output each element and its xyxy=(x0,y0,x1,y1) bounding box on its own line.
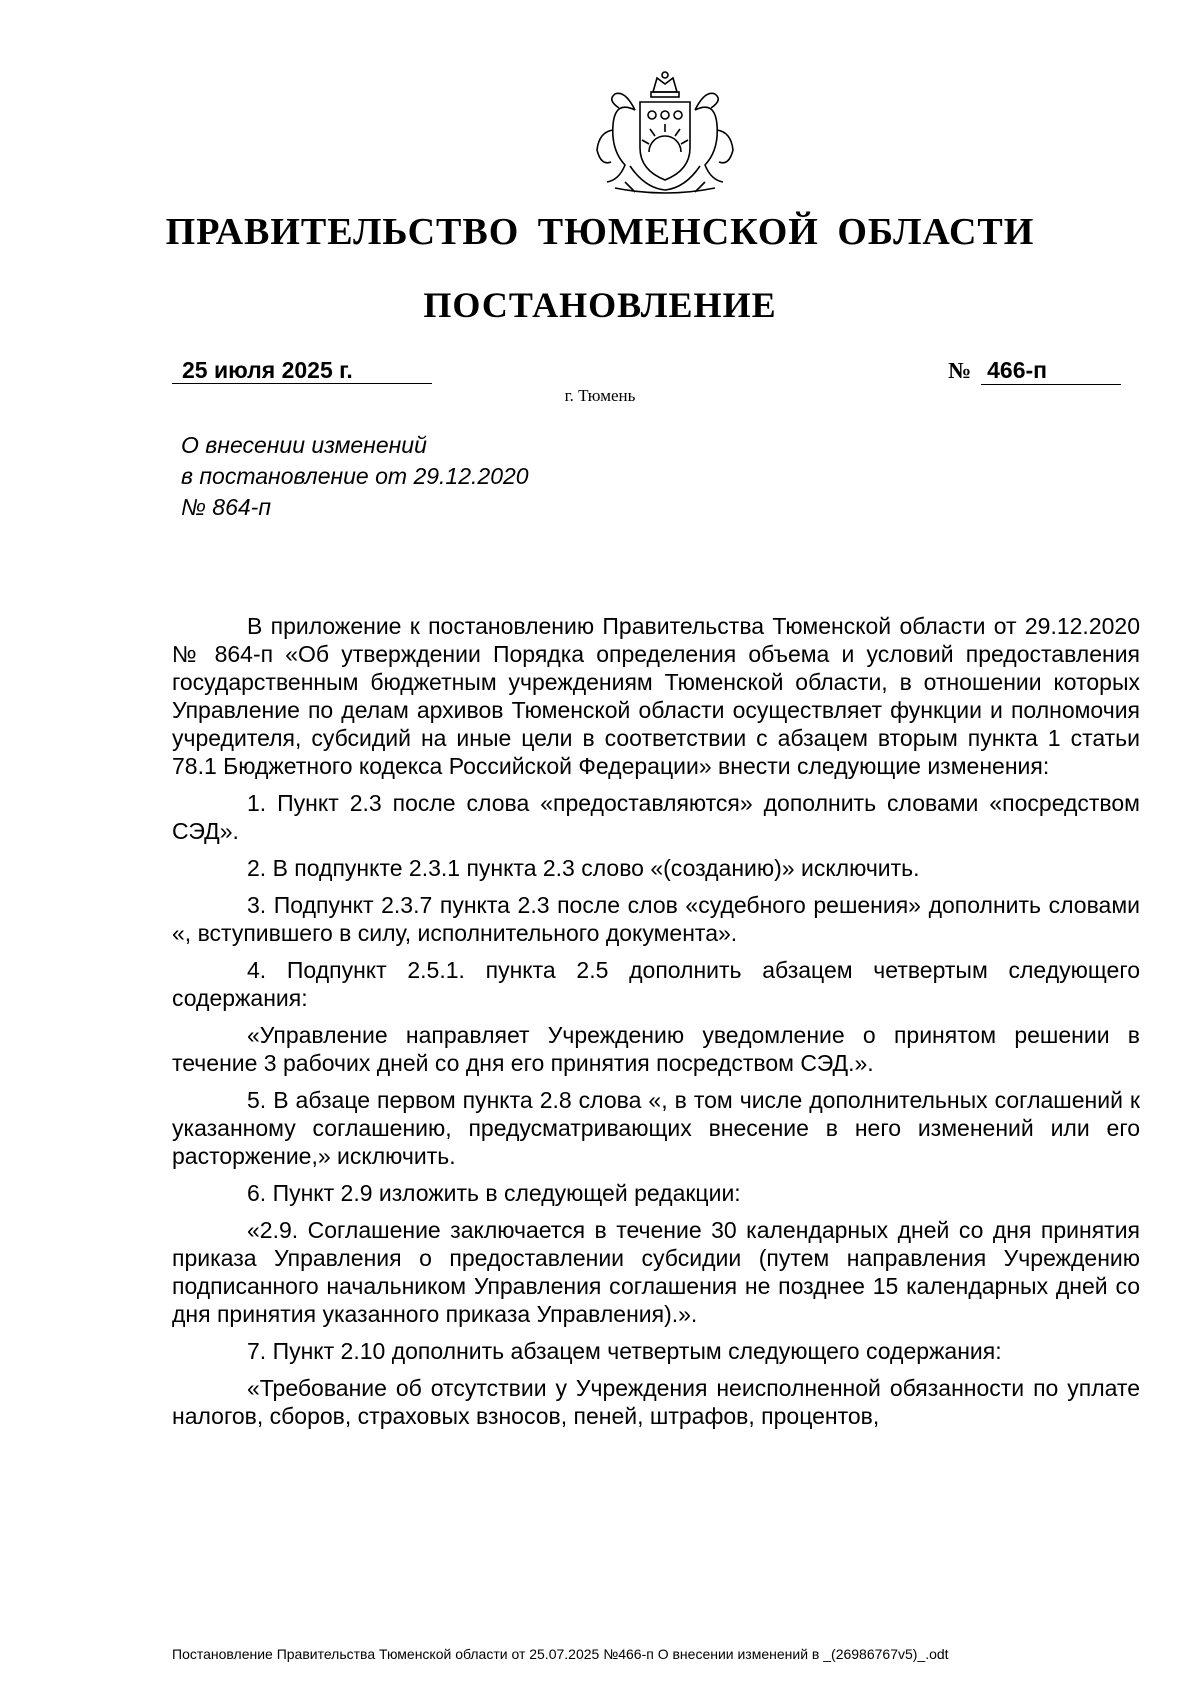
body-paragraph: В приложение к постановлению Правительства Тюменской области от 29.12.2020 № 864-п «Об утверждении Порядка определения объема и условий предоставления государственным бюджетным учреждениям Тюменской области, в отношении которых Управление по делам архивов Тюменской области осуществляет функции и полномочия учредителя, субсидий на иные цели в соответствии с абзацем вторым пункта 1 статьи 78.1 Бюджетного кодекса Российской Федерации» внести следующие изменения: xyxy=(172,613,1140,779)
body-paragraph: «2.9. Соглашение заключается в течение 30 календарных дней со дня принятия приказа Управления о предоставлении субсидии (путем направления Учреждению подписанного начальником Управления соглашения не позднее 15 календарных дней со дня принятия указанного приказа Управления).». xyxy=(172,1217,1140,1327)
body-paragraph: 6. Пункт 2.9 изложить в следующей редакции: xyxy=(247,1180,741,1206)
document-type-title: ПОСТАНОВЛЕНИЕ xyxy=(423,285,777,325)
document-body xyxy=(172,612,1140,1439)
document-footer: Постановление Правительства Тюменской области от 25.07.2025 №466-п О внесении изменений в _(26986767v5)_.odt xyxy=(172,1646,949,1662)
body-paragraph: 4. Подпункт 2.5.1. пункта 2.5 дополнить абзацем четвертым следующего содержания: xyxy=(172,957,1140,1011)
subject-line: № 864-п xyxy=(181,494,271,520)
subject-line: О внесении изменений xyxy=(181,432,427,458)
subject-line: в постановление от 29.12.2020 xyxy=(181,463,529,489)
number-sign: № xyxy=(948,358,972,383)
body-paragraph: «Управление направляет Учреждению уведомление о принятом решении в течение 3 рабочих дней со дня его принятия посредством СЭД.». xyxy=(172,1022,1140,1076)
body-paragraph: 7. Пункт 2.10 дополнить абзацем четвертым следующего содержания: xyxy=(247,1338,1002,1364)
document-date: 25 июля 2025 г. xyxy=(172,356,432,384)
body-paragraph: 5. В абзаце первом пункта 2.8 слова «, в том числе дополнительных соглашений к указанному соглашению, предусматривающих внесение в него изменений или его расторжение,» исключить. xyxy=(172,1087,1140,1169)
body-paragraph: «Требование об отсутствии у Учреждения неисполненной обязанности по уплате налогов, сборов, страховых взносов, пеней, штрафов, процентов, xyxy=(172,1375,1140,1429)
document-number: 466-п xyxy=(981,356,1121,385)
government-title: ПРАВИТЕЛЬСТВО ТЮМЕНСКОЙ ОБЛАСТИ xyxy=(165,211,1035,253)
body-paragraph: 3. Подпункт 2.3.7 пункта 2.3 после слов «судебного решения» дополнить словами «, вступившего в силу, исполнительного документа». xyxy=(172,892,1140,946)
document-number-block xyxy=(948,356,1133,384)
body-paragraph: 2. В подпункте 2.3.1 пункта 2.3 слово «(созданию)» исключить. xyxy=(247,855,920,881)
document-subject xyxy=(181,430,681,523)
body-paragraph: 1. Пункт 2.3 после слова «предоставляются» дополнить словами «посредством СЭД». xyxy=(172,790,1140,844)
document-city: г. Тюмень xyxy=(564,386,636,405)
coat-of-arms-icon xyxy=(585,70,745,200)
